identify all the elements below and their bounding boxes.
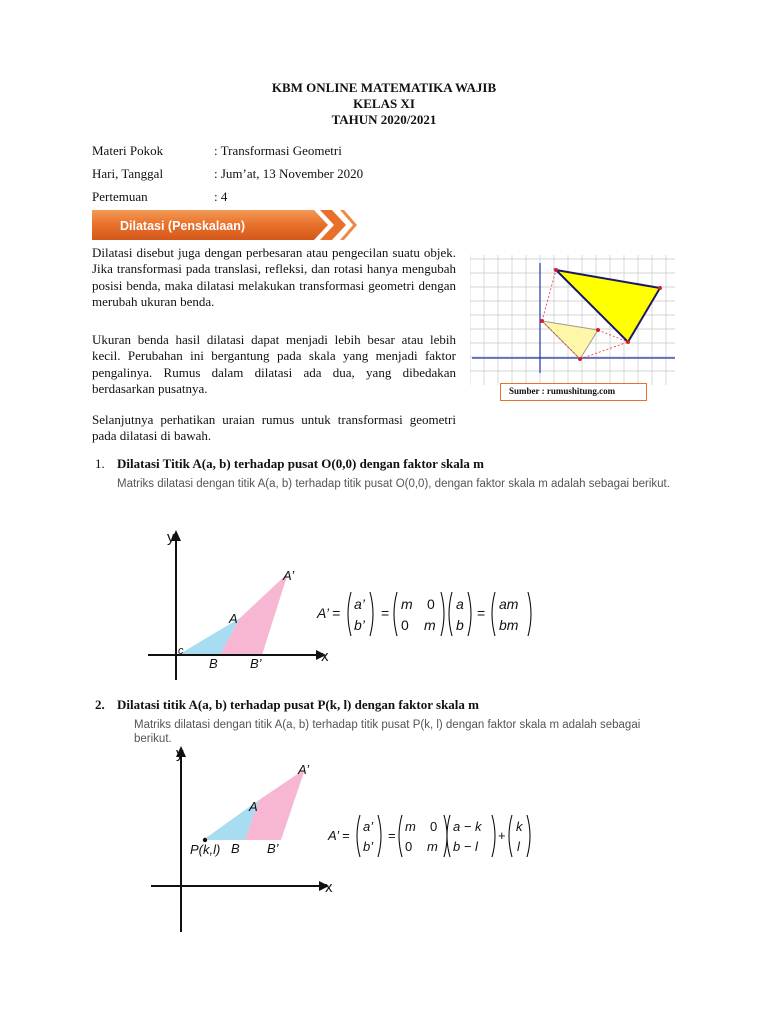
formula-1-eq2: =	[477, 605, 486, 621]
formula-2-k2: l	[517, 839, 520, 854]
formula-2-w1: a − k	[453, 819, 482, 834]
formula-2-eq: =	[388, 828, 396, 843]
formula-1-v2: b’	[354, 617, 365, 633]
section-2-formula	[326, 811, 541, 861]
section-1-number: 1.	[95, 456, 105, 471]
graph-2-label-B: B	[231, 841, 240, 856]
meta-label-materi: Materi Pokok	[92, 143, 164, 158]
section-banner	[92, 209, 357, 241]
formula-2-m11: m	[405, 819, 416, 834]
formula-2-k1: k	[516, 819, 523, 834]
intro-paragraph-3: Selanjutnya perhatikan uraian rumus untuk transformasi geometri pada dilatasi di bawah.	[92, 412, 456, 444]
graph-1-label-B-prime: B’	[250, 656, 262, 671]
graph-1-label-A: A	[229, 611, 238, 626]
meta-value-pertemuan: : 4	[214, 189, 228, 204]
formula-1-v1: a’	[354, 596, 365, 612]
doc-title-line2: KELAS XI	[353, 96, 415, 111]
section-1-title: Dilatasi Titik A(a, b) terhadap pusat O(0,0) dengan faktor skala m	[117, 456, 484, 471]
section-2-graph	[145, 742, 345, 934]
dilation-grid-figure	[470, 255, 675, 385]
graph-1-label-c: c	[178, 645, 184, 657]
formula-2-lhs: A’ =	[328, 828, 350, 843]
section-2-description: Matriks dilatasi dengan titik A(a, b) terhadap titik pusat P(k, l) dengan faktor skala m adalah sebagai berikut.	[134, 719, 641, 745]
intro-paragraph-2: Ukuran benda hasil dilatasi dapat menjadi lebih besar atau lebih kecil. Perubahan ini bergantung pada skala yang menjadi faktor pengalinya. Rumus dalam dilatasi ada dua, yang dibedakan berdasarkan pusatnya.	[92, 332, 456, 396]
section-2-title: Dilatasi titik A(a, b) terhadap pusat P(k, l) dengan faktor skala m	[117, 697, 479, 712]
formula-1-m12: 0	[427, 596, 435, 612]
figure-caption: Sumber : rumushitung.com	[500, 383, 647, 401]
formula-1-w2: b	[456, 617, 464, 633]
graph-1-label-A-prime: A’	[283, 568, 295, 583]
graph-2-label-B-prime: B’	[267, 841, 279, 856]
formula-1-w1: a	[456, 596, 464, 612]
formula-2-w2: b − l	[453, 839, 478, 854]
graph-2-label-A-prime: A’	[298, 762, 310, 777]
graph-2-y-label: y	[176, 745, 184, 762]
formula-2-m21: 0	[405, 839, 413, 854]
meta-label-pertemuan: Pertemuan	[92, 189, 148, 204]
meta-value-materi: : Transformasi Geometri	[214, 143, 342, 158]
formula-1-m11: m	[401, 596, 413, 612]
graph-2-x-label: x	[325, 879, 333, 896]
graph-1-label-B: B	[209, 656, 218, 671]
banner-label: Dilatasi (Penskalaan)	[120, 219, 246, 233]
formula-2-m22: m	[427, 839, 438, 854]
doc-title-line3: TAHUN 2020/2021	[331, 112, 437, 127]
section-2-number: 2.	[95, 697, 105, 712]
graph-2-label-A: A	[249, 799, 258, 814]
formula-1-r2: bm	[499, 617, 519, 633]
meta-value-tanggal: : Jum’at, 13 November 2020	[214, 166, 364, 181]
formula-2-v2: b’	[363, 839, 374, 854]
graph-1-y-label: y	[167, 529, 175, 546]
formula-2-m12: 0	[430, 819, 438, 834]
intro-paragraph-1: Dilatasi disebut juga dengan perbesaran atau pengecilan suatu objek. Jika transformasi pada translasi, refleksi, dan rotasi hanya mengubah posisi benda, maka dilatasi melakukan transformasi geometri dengan merubah ukuran benda.	[92, 245, 456, 309]
section-1-graph	[140, 528, 340, 683]
formula-1-lhs: A’ =	[317, 605, 341, 621]
formula-2-v1: a’	[363, 819, 374, 834]
graph-2-label-P: P(k,l)	[190, 842, 221, 857]
formula-1-m22: m	[424, 617, 436, 633]
formula-1-eq1: =	[381, 605, 390, 621]
section-1-formula	[314, 588, 544, 640]
meta-label-tanggal: Hari, Tanggal	[92, 166, 164, 181]
section-1-description: Matriks dilatasi dengan titik A(a, b) terhadap titik pusat O(0,0), dengan faktor skala m adalah sebagai berikut.	[117, 478, 670, 490]
doc-title-line1: KBM ONLINE MATEMATIKA WAJIB	[271, 80, 497, 95]
graph-1-x-label: x	[321, 648, 329, 665]
formula-1-m21: 0	[401, 617, 409, 633]
formula-2-plus: +	[498, 828, 506, 843]
formula-1-r1: am	[499, 596, 519, 612]
